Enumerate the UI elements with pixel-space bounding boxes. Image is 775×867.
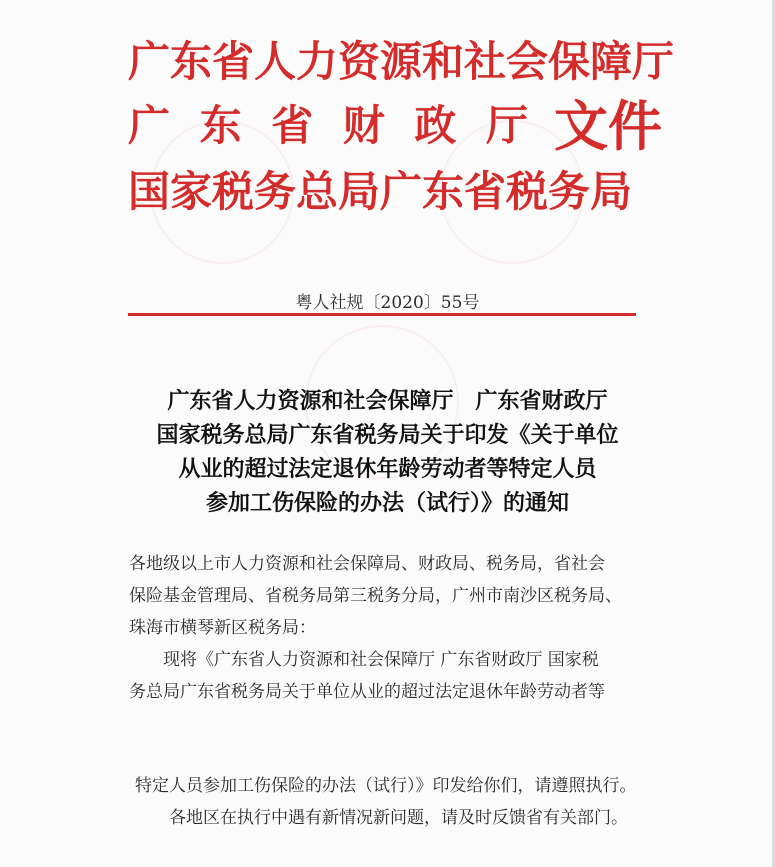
title-line: 广东省人力资源和社会保障厅 广东省财政厅 xyxy=(167,388,608,414)
body-line: 现将《广东省人力资源和社会保障厅 广东省财政厅 国家税 xyxy=(163,650,599,670)
red-separator-line xyxy=(128,313,636,316)
body-line: 务总局广东省税务局关于单位从业的超过法定退休年龄劳动者等 xyxy=(129,682,605,702)
letterhead-suffix-wenjian: 文件 xyxy=(554,94,662,158)
document-number: 粤人社规〔2020〕55号 xyxy=(295,293,480,313)
letterhead-line-hrss: 广东省人力资源和社会保障厅 xyxy=(128,37,675,86)
body-line: 各地级以上市人力资源和社会保障局、财政局、税务局，省社会 xyxy=(129,554,605,574)
title-line: 参加工伤保险的办法（试行）》的通知 xyxy=(205,490,569,516)
letterhead-line-finance xyxy=(128,100,528,152)
body-text xyxy=(129,548,649,708)
body-line: 保险基金管理局、省税务局第三税务分局，广州市南沙区税务局、 xyxy=(129,586,622,606)
body-line: 珠海市横琴新区税务局： xyxy=(129,618,316,638)
title-line: 从业的超过法定退休年龄劳动者等特定人员 xyxy=(178,456,597,482)
letterhead-char: 广 xyxy=(128,101,171,150)
title-line: 国家税务总局广东省税务局关于印发《关于单位 xyxy=(156,422,619,448)
letterhead-char: 政 xyxy=(414,101,457,150)
letterhead-char: 省 xyxy=(271,101,314,150)
body-line: 各地区在执行中遇有新情况新问题，请及时反馈省有关部门。 xyxy=(169,808,628,828)
letterhead-line-tax: 国家税务总局广东省税务局 xyxy=(128,167,633,216)
letterhead-char: 厅 xyxy=(485,101,528,150)
body-text-continued xyxy=(129,770,649,834)
body-line: 特定人员参加工伤保险的办法（试行）》印发给你们，请遵照执行。 xyxy=(135,776,637,796)
letterhead-char: 东 xyxy=(199,101,242,150)
letterhead-char: 财 xyxy=(342,101,385,150)
document-title xyxy=(0,384,775,520)
